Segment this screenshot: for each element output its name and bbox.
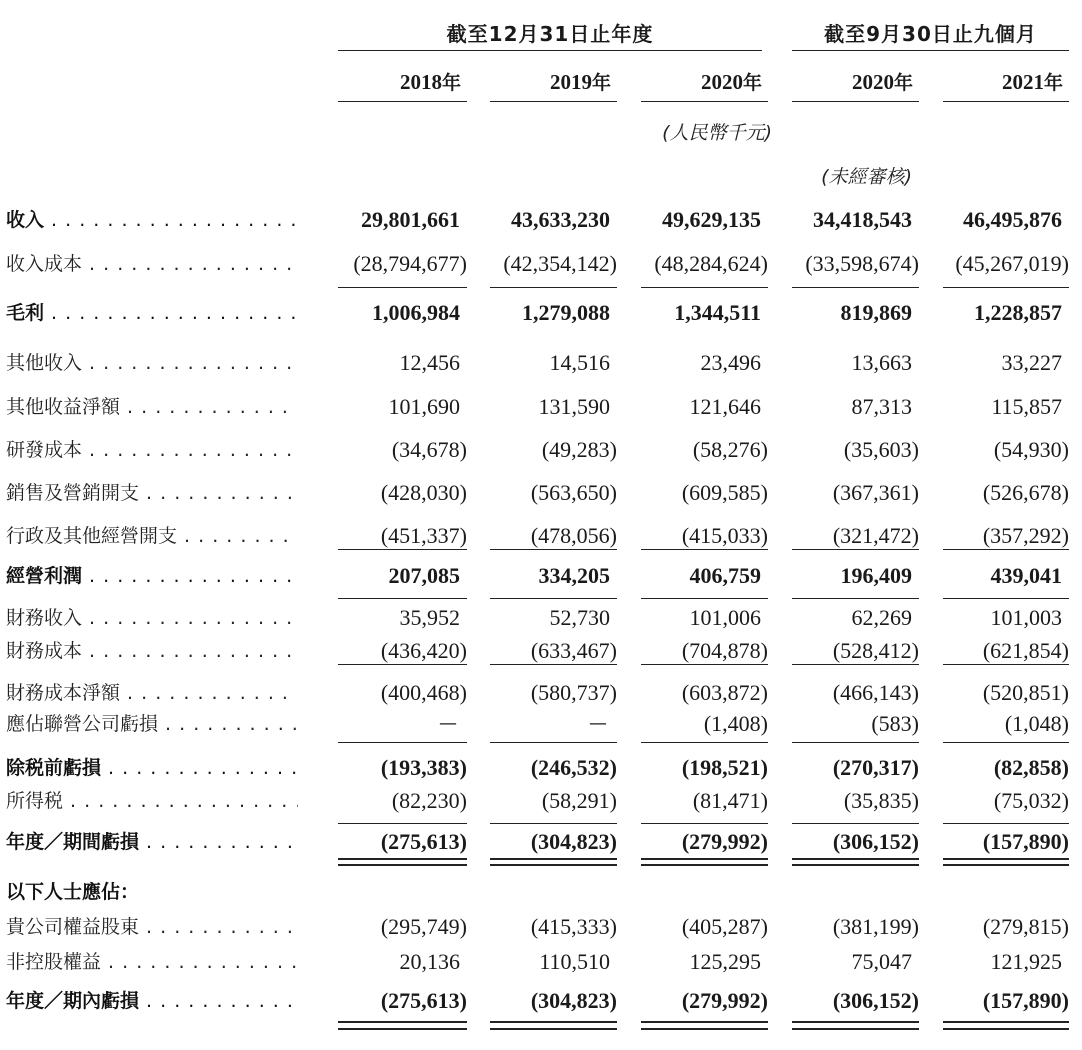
subtotal-rule xyxy=(641,742,768,743)
total-double-rule xyxy=(943,864,1069,866)
row-label xyxy=(6,203,298,237)
row-label xyxy=(6,433,298,467)
header-full-year: 截至12月31日止年度 xyxy=(446,22,654,46)
row-value: (82,858) xyxy=(993,755,1069,780)
row-value: (279,992) xyxy=(681,988,768,1013)
row-value: (520,851) xyxy=(982,680,1069,705)
row-value: 33,227 xyxy=(1001,350,1062,375)
row-label xyxy=(6,247,298,281)
total-double-rule xyxy=(338,1021,467,1023)
row-value: (633,467) xyxy=(530,638,617,663)
row-value: (28,794,677) xyxy=(353,251,467,276)
total-double-rule xyxy=(641,1028,768,1030)
row-value: 406,759 xyxy=(689,563,761,588)
row-value: 115,857 xyxy=(991,394,1062,419)
total-double-rule xyxy=(490,1021,617,1023)
year-underline xyxy=(490,101,617,102)
subtotal-rule xyxy=(338,664,467,665)
row-value: 20,136 xyxy=(399,949,460,974)
subtotal-rule xyxy=(792,823,919,824)
row-label xyxy=(6,476,298,510)
total-double-rule xyxy=(792,1021,919,1023)
row-label-text: 銷售及營銷開支 xyxy=(6,482,140,504)
row-label xyxy=(6,707,298,741)
row-value: — xyxy=(439,713,457,734)
row-value: (415,033) xyxy=(681,523,768,548)
row-label-text: 行政及其他經營開支 xyxy=(6,525,178,547)
row-label-text: 財務成本淨額 xyxy=(6,682,121,704)
row-value: (81,471) xyxy=(692,788,768,813)
row-value: (1,408) xyxy=(703,711,768,736)
year-suffix: 年 xyxy=(441,72,461,94)
row-value: (198,521) xyxy=(681,755,768,780)
row-value: (304,823) xyxy=(530,988,617,1013)
row-label-text: 非控股權益 xyxy=(6,951,102,973)
row-value: (82,230) xyxy=(391,788,467,813)
row-label-text: 以下人士應佔： xyxy=(6,881,140,903)
row-value: (157,890) xyxy=(982,988,1069,1013)
row-value: (34,678) xyxy=(391,437,467,462)
row-value: (609,585) xyxy=(681,480,768,505)
row-label xyxy=(6,390,298,424)
row-label-text: 經營利潤 xyxy=(6,565,83,587)
row-label-text: 其他收入 xyxy=(6,352,83,374)
year-suffix: 年 xyxy=(1043,72,1063,94)
row-value: 49,629,135 xyxy=(662,207,761,232)
currency-note: (人民幣千元) xyxy=(662,122,772,144)
row-value: (58,291) xyxy=(541,788,617,813)
row-value: 1,344,511 xyxy=(674,300,761,325)
year-suffix: 年 xyxy=(591,72,611,94)
row-value: 12,456 xyxy=(399,350,460,375)
row-value: 14,516 xyxy=(549,350,610,375)
row-value: (75,032) xyxy=(993,788,1069,813)
total-double-rule xyxy=(641,1021,768,1023)
row-label-text: 財務收入 xyxy=(6,607,83,629)
row-label xyxy=(6,875,298,909)
total-double-rule xyxy=(641,864,768,866)
subtotal-rule xyxy=(490,823,617,824)
row-value: (583) xyxy=(871,711,919,736)
row-value: 819,869 xyxy=(840,300,912,325)
row-value: — xyxy=(589,713,607,734)
row-value: 131,590 xyxy=(538,394,610,419)
row-value: 29,801,661 xyxy=(361,207,460,232)
row-value: (48,284,624) xyxy=(654,251,768,276)
row-value: (49,283) xyxy=(541,437,617,462)
total-double-rule xyxy=(490,864,617,866)
row-value: (451,337) xyxy=(380,523,467,548)
row-value: 207,085 xyxy=(388,563,460,588)
row-value: (381,199) xyxy=(832,914,919,939)
year-number: 2021 xyxy=(1001,70,1044,94)
subtotal-rule xyxy=(338,598,467,599)
total-double-rule xyxy=(338,1028,467,1030)
year-number: 2020 xyxy=(700,70,743,94)
row-value: (35,603) xyxy=(843,437,919,462)
year-underline xyxy=(943,101,1069,102)
row-value: (428,030) xyxy=(380,480,467,505)
total-double-rule xyxy=(641,858,768,860)
row-value: (279,815) xyxy=(982,914,1069,939)
row-value: 13,663 xyxy=(851,350,912,375)
row-value: (246,532) xyxy=(530,755,617,780)
row-value: (295,749) xyxy=(380,914,467,939)
row-label xyxy=(6,634,298,668)
row-value: 46,495,876 xyxy=(963,207,1062,232)
subtotal-rule xyxy=(490,598,617,599)
row-label-text: 毛利 xyxy=(6,302,45,324)
row-label-text: 除税前虧損 xyxy=(6,757,102,779)
year-underline xyxy=(792,101,919,102)
row-value: (279,992) xyxy=(681,829,768,854)
row-value: 121,925 xyxy=(990,949,1062,974)
row-value: (33,598,674) xyxy=(805,251,919,276)
row-value: (275,613) xyxy=(380,829,467,854)
year-number: 2018 xyxy=(399,70,442,94)
row-value: 121,646 xyxy=(689,394,761,419)
total-double-rule xyxy=(943,858,1069,860)
row-label xyxy=(6,751,298,785)
row-value: 1,006,984 xyxy=(372,300,460,325)
total-double-rule xyxy=(490,1028,617,1030)
subtotal-rule xyxy=(792,598,919,599)
total-double-rule xyxy=(338,864,467,866)
row-value: (436,420) xyxy=(380,638,467,663)
row-value: 52,730 xyxy=(549,605,610,630)
subtotal-rule xyxy=(338,287,467,288)
subtotal-rule xyxy=(641,598,768,599)
row-value: (563,650) xyxy=(530,480,617,505)
row-value: (400,468) xyxy=(380,680,467,705)
row-label xyxy=(6,910,298,944)
row-value: (304,823) xyxy=(530,829,617,854)
subtotal-rule xyxy=(792,50,1069,51)
row-value: (157,890) xyxy=(982,829,1069,854)
row-label xyxy=(6,559,298,593)
total-double-rule xyxy=(943,1028,1069,1030)
row-value: (415,333) xyxy=(530,914,617,939)
subtotal-rule xyxy=(338,50,762,51)
subtotal-rule xyxy=(792,664,919,665)
subtotal-rule xyxy=(490,742,617,743)
subtotal-rule xyxy=(792,287,919,288)
total-double-rule xyxy=(792,1028,919,1030)
row-label xyxy=(6,825,298,859)
year-header-4 xyxy=(1002,68,1063,95)
row-value: 35,952 xyxy=(399,605,460,630)
row-value: 439,041 xyxy=(990,563,1062,588)
subtotal-rule xyxy=(943,598,1069,599)
subtotal-rule xyxy=(943,823,1069,824)
total-double-rule xyxy=(338,858,467,860)
year-suffix: 年 xyxy=(742,72,762,94)
subtotal-rule xyxy=(943,664,1069,665)
row-label xyxy=(6,945,298,979)
row-value: (321,472) xyxy=(832,523,919,548)
header-nine-months: 截至9月30日止九個月 xyxy=(824,22,1037,46)
row-value: (704,878) xyxy=(681,638,768,663)
row-label-text: 年度／期間虧損 xyxy=(6,831,140,853)
row-value: (621,854) xyxy=(982,638,1069,663)
row-value: (275,613) xyxy=(380,988,467,1013)
row-value: 101,690 xyxy=(388,394,460,419)
row-value: 43,633,230 xyxy=(511,207,610,232)
total-double-rule xyxy=(792,864,919,866)
row-label xyxy=(6,519,298,553)
row-value: (58,276) xyxy=(692,437,768,462)
row-value: (270,317) xyxy=(832,755,919,780)
subtotal-rule xyxy=(641,287,768,288)
row-value: 101,006 xyxy=(689,605,761,630)
year-header-1 xyxy=(550,68,611,95)
row-value: (580,737) xyxy=(530,680,617,705)
subtotal-rule xyxy=(490,549,617,550)
subtotal-rule xyxy=(490,287,617,288)
year-header-0 xyxy=(400,68,461,95)
row-label xyxy=(6,296,298,330)
row-value: (478,056) xyxy=(530,523,617,548)
row-label xyxy=(6,601,298,635)
row-value: (466,143) xyxy=(832,680,919,705)
row-value: 23,496 xyxy=(700,350,761,375)
subtotal-rule xyxy=(490,664,617,665)
row-label-text: 財務成本 xyxy=(6,640,83,662)
row-value: 334,205 xyxy=(538,563,610,588)
row-value: (367,361) xyxy=(832,480,919,505)
subtotal-rule xyxy=(943,549,1069,550)
total-double-rule xyxy=(792,858,919,860)
row-value: (193,383) xyxy=(380,755,467,780)
year-number: 2019 xyxy=(549,70,592,94)
row-value: 196,409 xyxy=(840,563,912,588)
row-label xyxy=(6,784,298,818)
subtotal-rule xyxy=(641,823,768,824)
row-value: (528,412) xyxy=(832,638,919,663)
year-header-2 xyxy=(701,68,762,95)
year-header-3 xyxy=(852,68,913,95)
row-value: 1,228,857 xyxy=(974,300,1062,325)
row-value: (405,287) xyxy=(681,914,768,939)
subtotal-rule xyxy=(641,549,768,550)
row-value: 125,295 xyxy=(689,949,761,974)
row-value: (306,152) xyxy=(832,988,919,1013)
row-label-text: 應佔聯營公司虧損 xyxy=(6,713,159,735)
unaudited-note: (未經審核) xyxy=(821,166,912,188)
subtotal-rule xyxy=(792,742,919,743)
subtotal-rule xyxy=(792,549,919,550)
row-label-text: 收入 xyxy=(6,209,45,231)
subtotal-rule xyxy=(338,549,467,550)
row-value: 34,418,543 xyxy=(813,207,912,232)
row-value: 110,510 xyxy=(539,949,610,974)
row-value: (526,678) xyxy=(982,480,1069,505)
row-value: (45,267,019) xyxy=(955,251,1069,276)
row-value: 1,279,088 xyxy=(522,300,610,325)
row-value: (603,872) xyxy=(681,680,768,705)
row-value: 75,047 xyxy=(851,949,912,974)
row-label-text: 所得税 xyxy=(6,790,64,812)
row-label-text: 研發成本 xyxy=(6,439,83,461)
row-label-text: 收入成本 xyxy=(6,253,83,275)
subtotal-rule xyxy=(641,664,768,665)
row-value: (306,152) xyxy=(832,829,919,854)
row-value: 87,313 xyxy=(851,394,912,419)
row-value: (357,292) xyxy=(982,523,1069,548)
total-double-rule xyxy=(943,1021,1069,1023)
row-label-text: 貴公司權益股東 xyxy=(6,916,140,938)
subtotal-rule xyxy=(943,287,1069,288)
row-label xyxy=(6,984,298,1018)
year-underline xyxy=(338,101,467,102)
row-label xyxy=(6,346,298,380)
total-double-rule xyxy=(490,858,617,860)
year-suffix: 年 xyxy=(893,72,913,94)
row-label-text: 年度／期內虧損 xyxy=(6,990,140,1012)
row-value: (35,835) xyxy=(843,788,919,813)
row-value: (42,354,142) xyxy=(503,251,617,276)
row-label-text: 其他收益淨額 xyxy=(6,396,121,418)
row-value: 101,003 xyxy=(990,605,1062,630)
row-label xyxy=(6,676,298,710)
row-value: (54,930) xyxy=(993,437,1069,462)
row-value: (1,048) xyxy=(1004,711,1069,736)
subtotal-rule xyxy=(943,742,1069,743)
year-number: 2020 xyxy=(851,70,894,94)
subtotal-rule xyxy=(338,742,467,743)
year-underline xyxy=(641,101,768,102)
row-value: 62,269 xyxy=(851,605,912,630)
subtotal-rule xyxy=(338,823,467,824)
